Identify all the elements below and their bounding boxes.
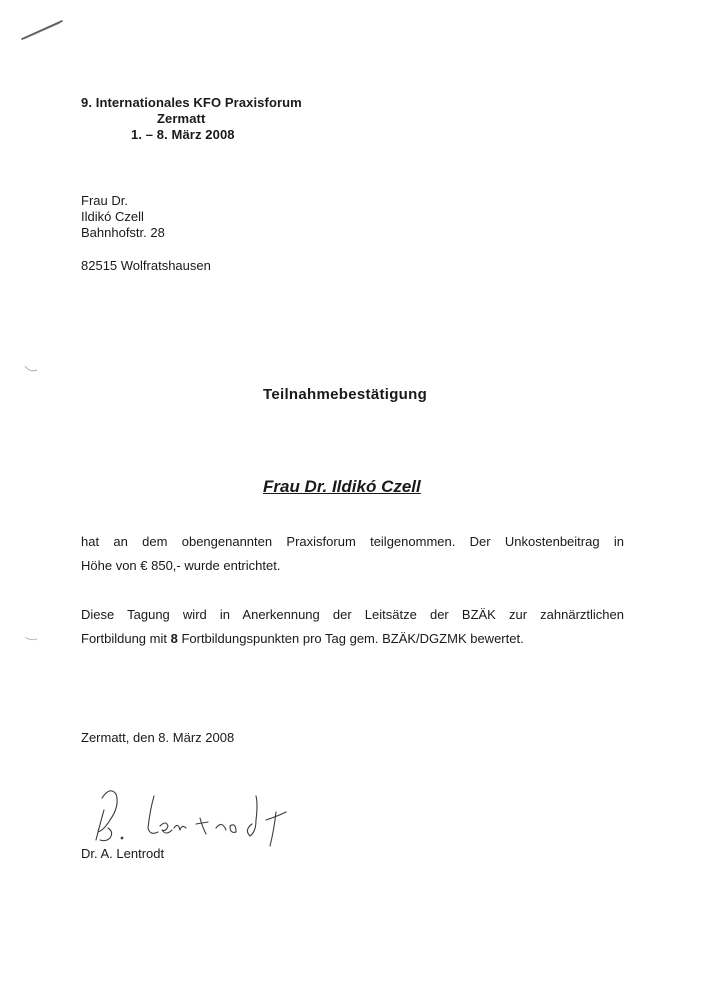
punch-mark-upper bbox=[24, 364, 38, 374]
participation-line-2: Höhe von € 850,- wurde entrichtet. bbox=[81, 558, 281, 573]
signer-name: Dr. A. Lentrodt bbox=[81, 846, 165, 861]
credit-points-value: 8 bbox=[170, 631, 178, 646]
address-street: Bahnhofstr. 28 bbox=[81, 225, 165, 240]
participation-line-1: hat an dem obengenannten Praxisforum teilgenommen. Der Unkostenbeitrag in bbox=[81, 534, 624, 549]
accreditation-line-2 bbox=[81, 627, 624, 651]
event-title: 9. Internationales KFO Praxisforum bbox=[81, 95, 302, 110]
address-name: Ildikó Czell bbox=[81, 209, 144, 224]
document-title: Teilnahmebestätigung bbox=[263, 386, 428, 403]
accreditation-line-1: Diese Tagung wird in Anerkennung der Leitsätze der BZÄK zur zahnärztlichen bbox=[81, 607, 624, 622]
event-location: Zermatt bbox=[157, 111, 206, 126]
participation-paragraph bbox=[81, 530, 624, 578]
accreditation-text-before: Fortbildung mit bbox=[81, 631, 171, 646]
event-dates: 1. – 8. März 2008 bbox=[131, 127, 235, 142]
place-date: Zermatt, den 8. März 2008 bbox=[81, 730, 235, 745]
pen-stroke-mark bbox=[20, 18, 64, 42]
recipient-name: Frau Dr. Ildikó Czell bbox=[263, 477, 421, 496]
accreditation-text-after: Fortbildungspunkten pro Tag gem. BZÄK/DGZMK bewertet. bbox=[177, 631, 524, 646]
address-salutation: Frau Dr. bbox=[81, 193, 128, 208]
address-city: 82515 Wolfratshausen bbox=[81, 258, 211, 273]
accreditation-paragraph bbox=[81, 603, 624, 651]
punch-mark-lower bbox=[24, 634, 38, 644]
